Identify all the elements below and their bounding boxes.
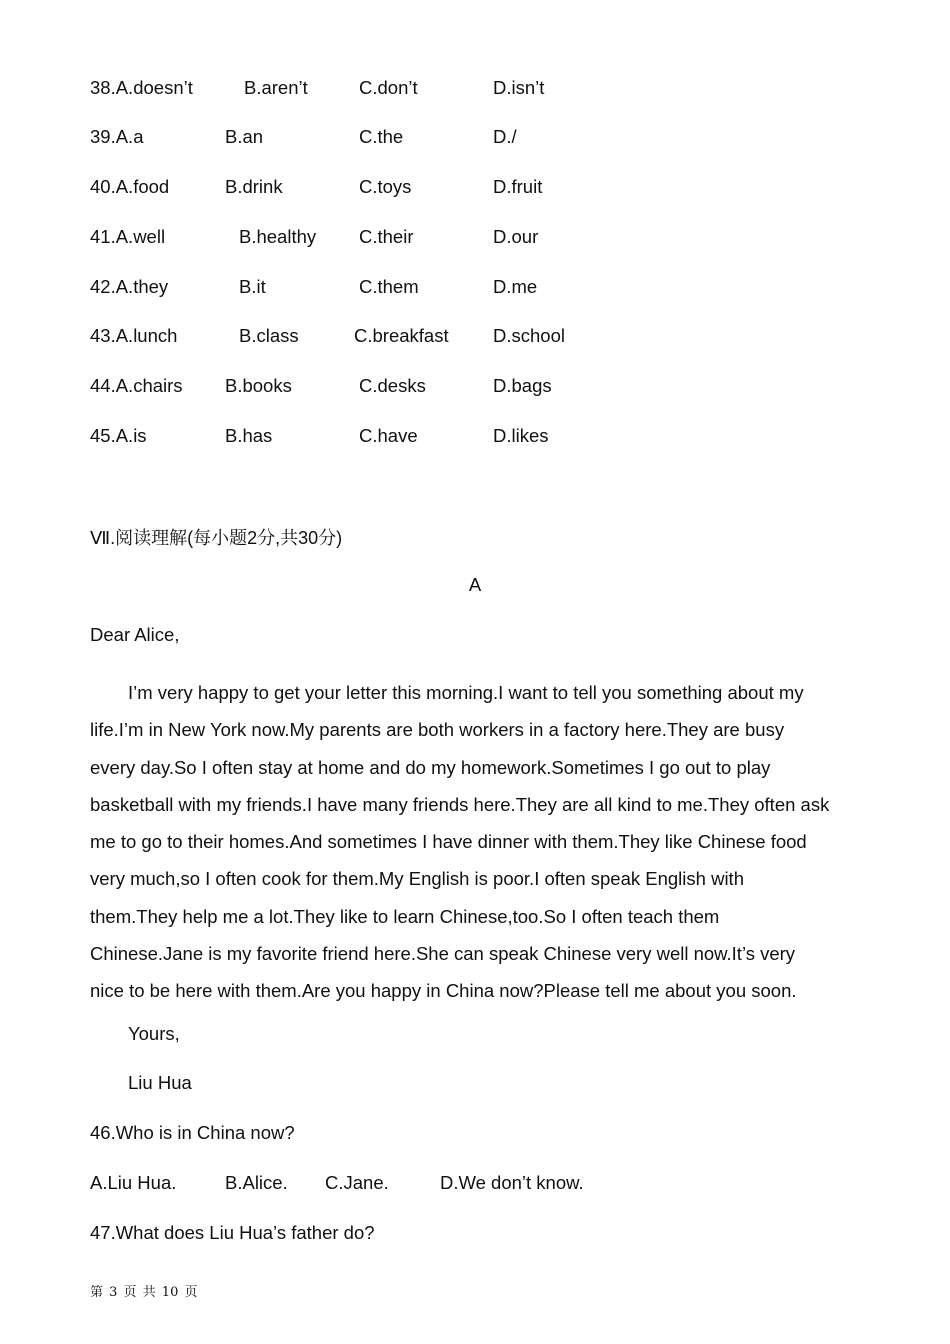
option-a: 42.A.they: [90, 276, 169, 297]
q46-option-c: C.Jane.: [325, 1172, 389, 1193]
question-47: 47.What does Liu Hua’s father do?: [90, 1222, 375, 1243]
option-c: C.the: [359, 126, 404, 147]
option-d: D.bags: [493, 375, 552, 396]
letter-line: Chinese.Jane is my favorite friend here.She can speak Chinese very well now.It’s very: [90, 943, 796, 965]
letter-line: very much,so I often cook for them.My English is poor.I often speak English with: [90, 868, 744, 890]
option-a: 43.A.lunch: [90, 325, 178, 346]
option-c: C.breakfast: [354, 325, 449, 346]
letter-line: them.They help me a lot.They like to learn Chinese,too.So I often teach them: [90, 905, 720, 927]
option-b: B.books: [225, 375, 292, 396]
letter-line: me to go to their homes.And sometimes I have dinner with them.They like Chinese food: [90, 831, 807, 853]
option-a: 39.A.a: [90, 126, 144, 147]
option-a: 45.A.is: [90, 425, 147, 446]
q46-option-a: A.Liu Hua.: [90, 1172, 177, 1193]
letter-signature: Liu Hua: [128, 1072, 192, 1093]
letter-body: [90, 674, 860, 1010]
letter-line: life.I’m in New York now.My parents are both workers in a factory here.They are busy: [90, 719, 785, 741]
option-c: C.their: [359, 226, 414, 247]
option-b: B.an: [225, 126, 264, 147]
q46-option-b: B.Alice.: [225, 1172, 288, 1193]
option-b: B.it: [239, 276, 266, 297]
option-d: D.isn’t: [493, 77, 545, 98]
question-46: 46.Who is in China now?: [90, 1122, 295, 1143]
option-c: C.toys: [359, 176, 412, 197]
option-c: C.don’t: [359, 77, 418, 98]
option-d: D.fruit: [493, 176, 543, 197]
option-a: 38.A.doesn’t: [90, 77, 193, 98]
option-d: D.our: [493, 226, 539, 247]
letter-line: basketball with my friends.I have many friends here.They are all kind to me.They often ask: [90, 793, 830, 815]
letter-line: every day.So I often stay at home and do my homework.Sometimes I go out to play: [90, 756, 771, 778]
option-b: B.drink: [225, 176, 283, 197]
option-c: C.them: [359, 276, 419, 297]
option-d: D.school: [493, 325, 565, 346]
letter-salutation: Dear Alice,: [90, 624, 180, 645]
option-b: B.aren’t: [244, 77, 308, 98]
option-d: D.likes: [493, 425, 549, 446]
option-b: B.has: [225, 425, 273, 446]
letter-line: nice to be here with them.Are you happy in China now?Please tell me about you soon.: [90, 980, 797, 1002]
q46-option-d: D.We don’t know.: [440, 1172, 584, 1193]
option-a: 40.A.food: [90, 176, 170, 197]
section-heading: Ⅶ.阅读理解(每小题2分,共30分): [90, 528, 343, 548]
letter-closing: Yours,: [128, 1023, 180, 1044]
option-b: B.class: [239, 325, 299, 346]
option-d: D./: [493, 126, 517, 147]
option-a: 41.A.well: [90, 226, 166, 247]
option-b: B.healthy: [239, 226, 317, 247]
option-a: 44.A.chairs: [90, 375, 183, 396]
option-c: C.desks: [359, 375, 426, 396]
passage-title: A: [468, 574, 482, 595]
option-d: D.me: [493, 276, 538, 297]
page-footer: 第 3 页 共 10 页: [90, 1285, 198, 1300]
option-c: C.have: [359, 425, 418, 446]
letter-line: I’m very happy to get your letter this morning.I want to tell you something about my: [128, 682, 804, 703]
